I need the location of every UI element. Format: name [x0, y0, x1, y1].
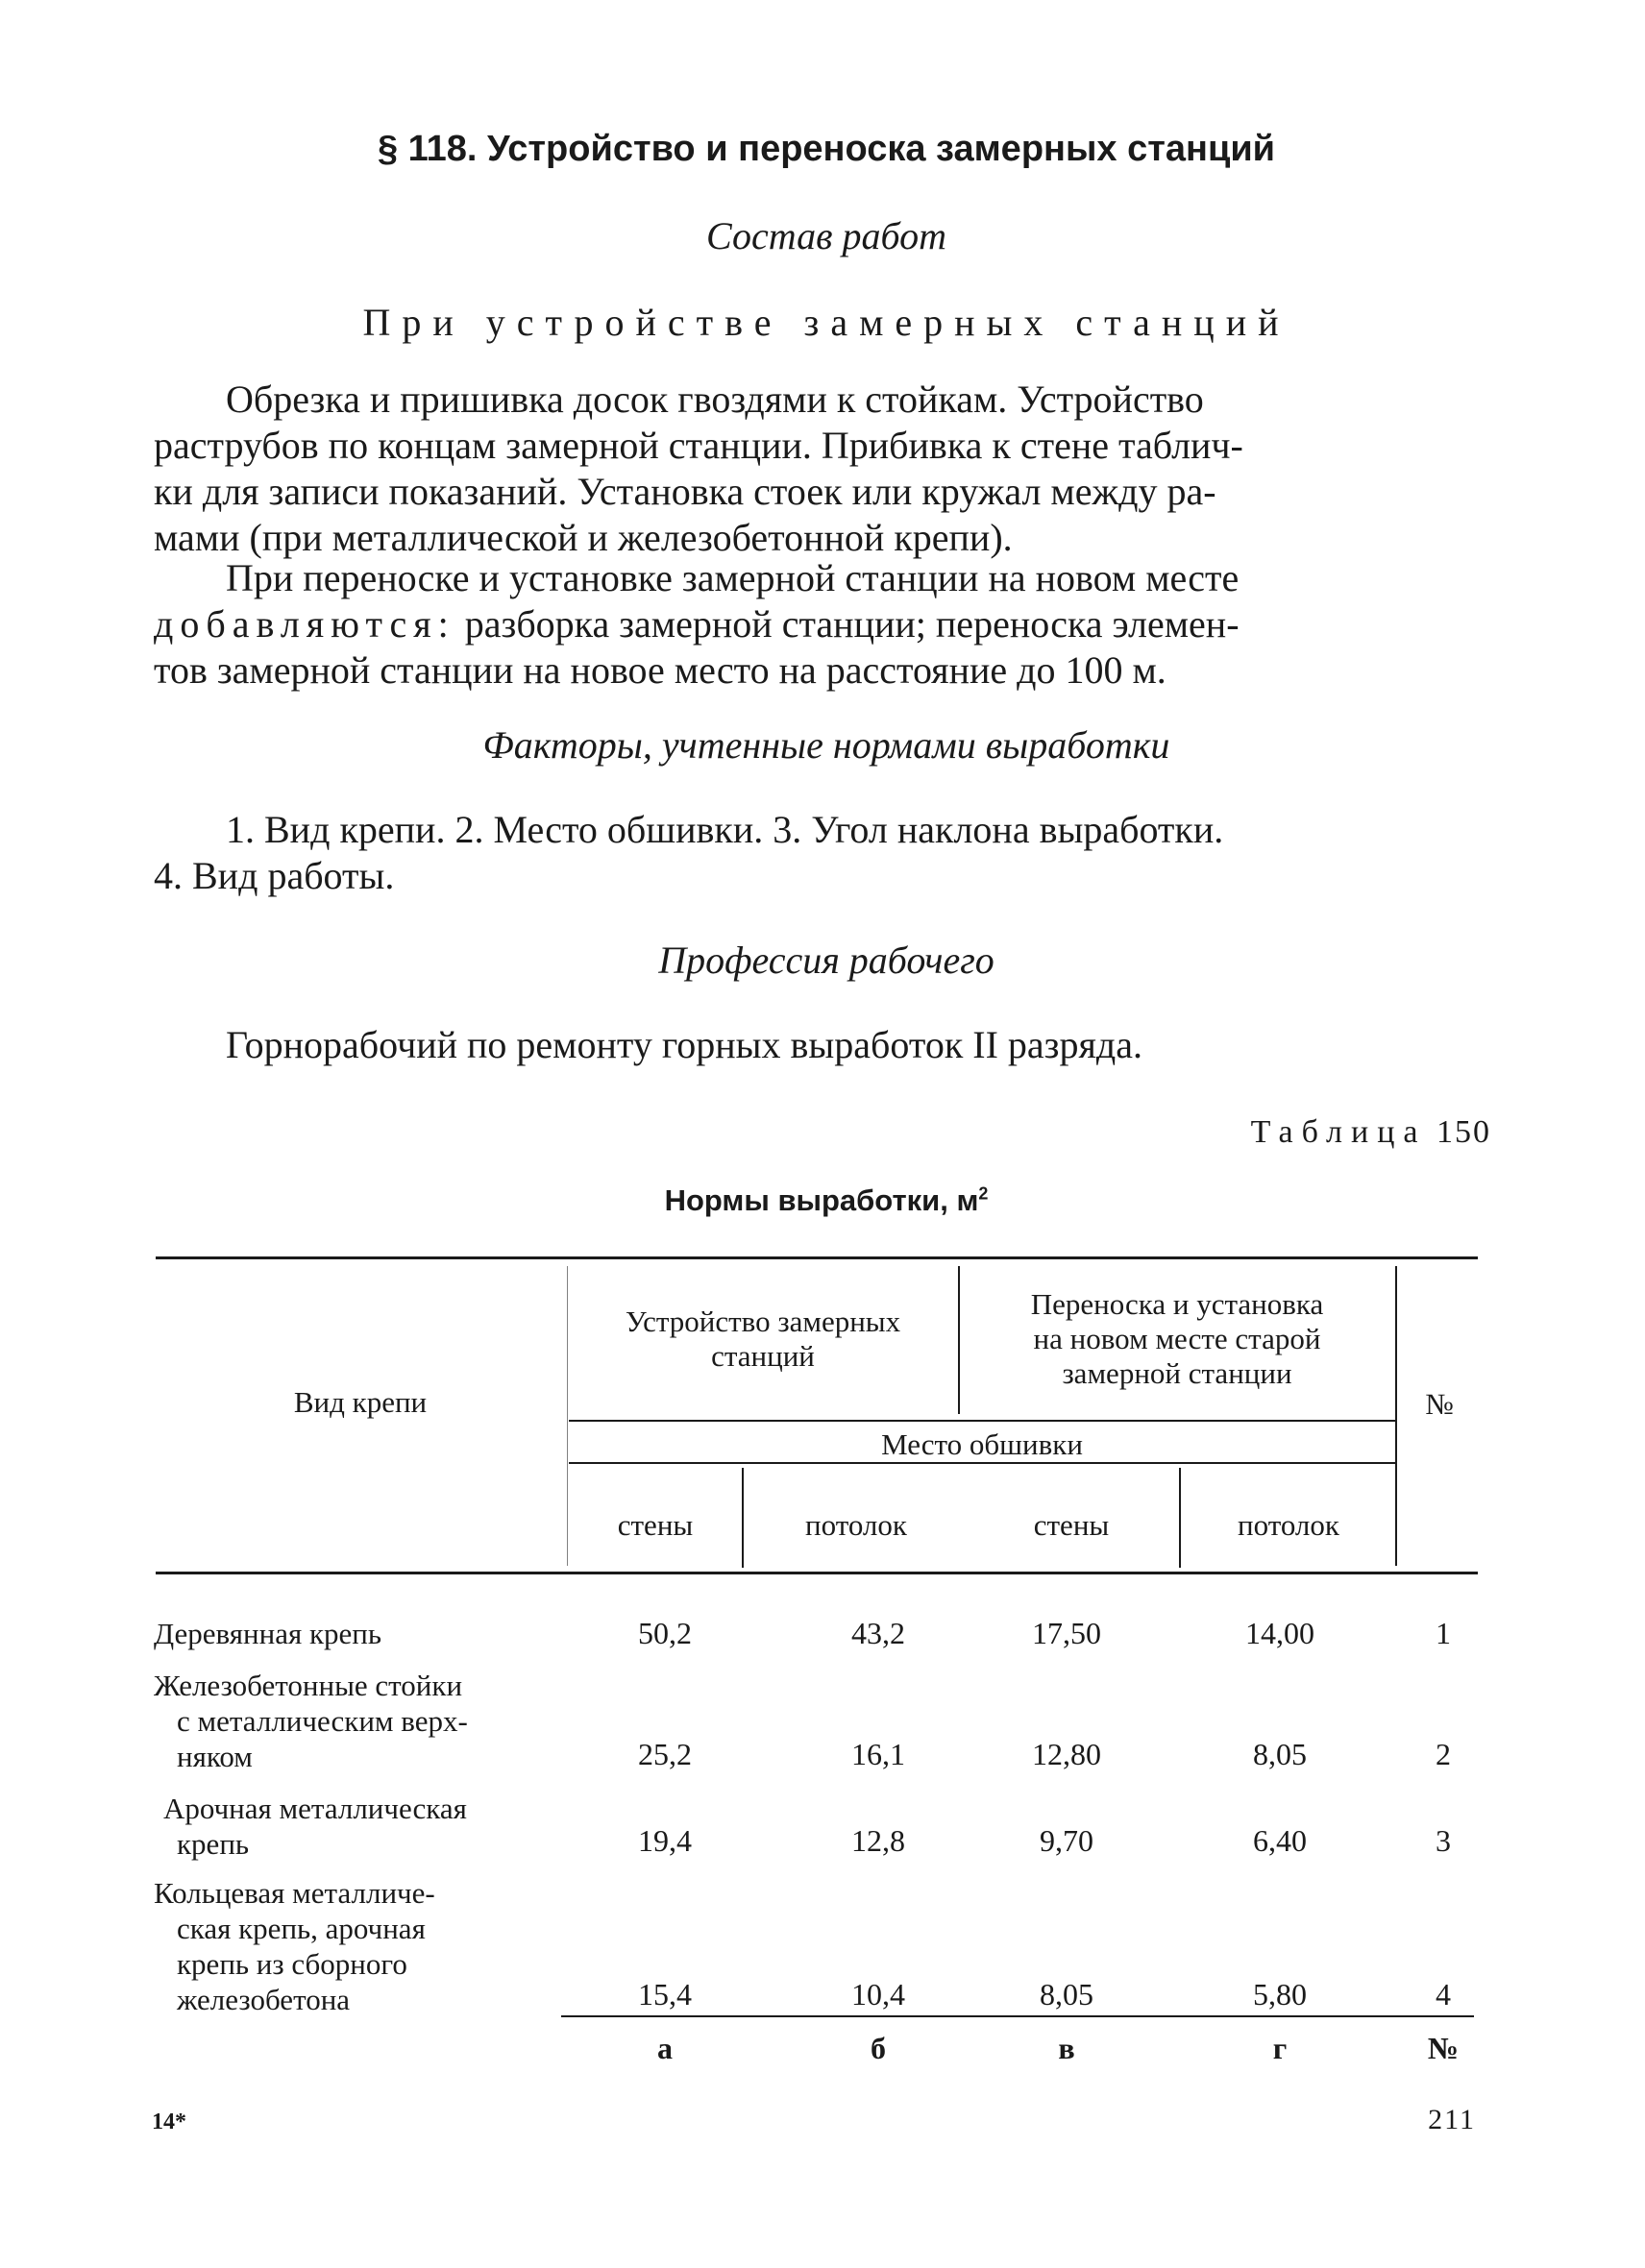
header-group-construction [571, 1305, 955, 1374]
header-sub-walls: стены [1033, 1508, 1110, 1542]
para2-spaced-word: добавляются: [154, 602, 455, 646]
table-label-word: Таблица [1250, 1114, 1427, 1150]
row-label-line: железобетона [177, 1983, 351, 2016]
table-cell: 12,80 [1032, 1737, 1101, 1771]
table-title-text: Нормы выработки, м [664, 1183, 979, 1217]
table-cell: 8,05 [1253, 1737, 1307, 1771]
table-cell: 9,70 [1040, 1823, 1093, 1858]
column-letter: а [657, 2031, 673, 2065]
header-place-rule [569, 1420, 1395, 1422]
table-row-label [154, 1668, 468, 1774]
header-vline [958, 1266, 960, 1414]
header-sub-ceiling: потолок [1238, 1508, 1339, 1542]
column-letter: г [1272, 2031, 1288, 2065]
header-line: станций [711, 1339, 815, 1373]
factors-text [154, 807, 1499, 899]
table-title [154, 1183, 1499, 1218]
header-type: Вид крепи [293, 1385, 428, 1419]
row-label-line: ская крепь, арочная [177, 1912, 426, 1945]
work-composition-subheading: При устройстве замерных станций [362, 301, 1290, 344]
row-label-line: Деревянная крепь [154, 1617, 382, 1650]
table-cell: 14,00 [1245, 1616, 1314, 1650]
table-cell: 10,4 [851, 1977, 905, 2012]
header-sub-ceiling: потолок [805, 1508, 907, 1542]
para1-line: Обрезка и пришивка досок гвоздями к стойкам. Устройство [226, 378, 1204, 421]
table-cell: 43,2 [851, 1616, 905, 1650]
work-composition-paragraph-2 [154, 555, 1499, 694]
header-group-relocation [961, 1287, 1393, 1391]
table-row-label [154, 1875, 435, 2017]
table-row-no: 4 [1436, 1977, 1451, 2012]
header-line: на новом месте старой [1033, 1322, 1321, 1355]
table-cell: 5,80 [1253, 1977, 1307, 2012]
table-label-number: 150 [1436, 1114, 1491, 1150]
work-composition-paragraph-1 [154, 377, 1499, 561]
table-row-label [154, 1616, 381, 1651]
table-cell: 16,1 [851, 1737, 905, 1771]
table-cell: 6,40 [1253, 1823, 1307, 1858]
para2-line: тов замерной станции на новое место на расстояние до 100 м. [154, 648, 1166, 692]
factors-line: 4. Вид работы. [154, 854, 395, 897]
header-sub-walls: стены [617, 1508, 694, 1542]
row-label-line: Железобетонные стойки [154, 1669, 463, 1702]
para1-line: раструбов по концам замерной станции. Прибивка к стене таблич- [154, 424, 1243, 467]
para1-line: ки для записи показаний. Установка стоек или кружал между ра- [154, 470, 1216, 513]
header-sub-rule [569, 1462, 1395, 1464]
table-row-no: 2 [1436, 1737, 1451, 1771]
row-label-line: крепь [177, 1827, 250, 1861]
para2-line: разборка замерной станции; переноска элемен- [454, 602, 1240, 646]
para1-line: мами (при металлической и железобетонной крепи). [154, 516, 1013, 559]
signature-mark: 14* [152, 2109, 186, 2134]
body-bottom-rule [561, 2015, 1474, 2017]
profession-text [154, 1022, 1499, 1068]
row-label-line: Кольцевая металличе- [154, 1876, 435, 1910]
header-no: № [1425, 1387, 1454, 1421]
row-label-line: Арочная металлическая [163, 1792, 467, 1825]
header-bottom-rule [156, 1572, 1478, 1574]
table-cell: 8,05 [1040, 1977, 1093, 2012]
row-label-line: няком [177, 1740, 253, 1773]
table-row-no: 1 [1436, 1616, 1451, 1650]
factors-line: 1. Вид крепи. 2. Место обшивки. 3. Угол наклона выработки. [226, 808, 1224, 851]
header-vline [1395, 1266, 1397, 1566]
table-row-no: 3 [1436, 1823, 1451, 1858]
header-line: замерной станции [1062, 1356, 1292, 1390]
row-label-line: крепь из сборного [177, 1947, 407, 1981]
table-cell: 15,4 [638, 1977, 692, 2012]
section-title: § 118. Устройство и переноска замерных станций [377, 129, 1276, 169]
table-cell: 12,8 [851, 1823, 905, 1858]
table-cell: 17,50 [1032, 1616, 1101, 1650]
page-number: 211 [1428, 2104, 1476, 2135]
header-vline [1179, 1468, 1181, 1568]
profession-heading: Профессия рабочего [658, 939, 994, 982]
table-cell: 50,2 [638, 1616, 692, 1650]
header-vline [742, 1468, 744, 1568]
column-no-label: № [1427, 2031, 1460, 2065]
header-place: Место обшивки [881, 1427, 1083, 1461]
table-top-rule [156, 1256, 1478, 1259]
para2-line: При переноске и установке замерной станции на новом месте [226, 556, 1240, 599]
profession-line: Горнорабочий по ремонту горных выработок II разряда. [226, 1023, 1142, 1066]
column-letter: в [1058, 2031, 1075, 2065]
table-title-sup: 2 [978, 1183, 989, 1204]
factors-heading: Факторы, учтенные нормами выработки [482, 723, 1170, 767]
table-label [1251, 1114, 1491, 1151]
table-cell: 19,4 [638, 1823, 692, 1858]
table-row-label [163, 1791, 467, 1862]
header-line: Переноска и установка [1030, 1287, 1324, 1321]
row-label-line: с металлическим верх- [177, 1704, 468, 1738]
column-letter: б [871, 2031, 886, 2065]
work-composition-heading: Состав работ [706, 214, 946, 257]
header-vline [567, 1266, 568, 1566]
header-line: Устройство замерных [625, 1305, 901, 1338]
table-cell: 25,2 [638, 1737, 692, 1771]
